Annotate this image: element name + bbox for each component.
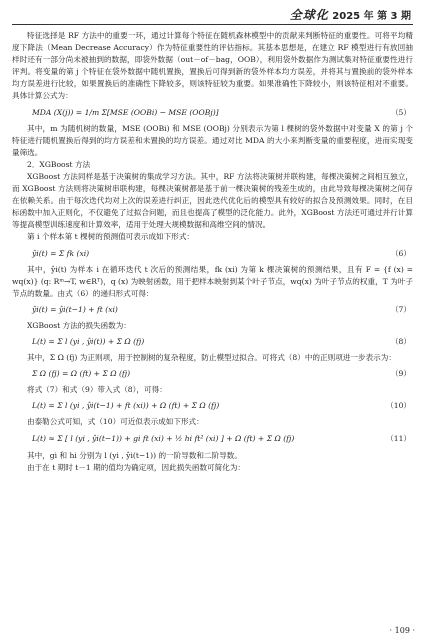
paragraph-loss-function: XGBoost 方法的损失函数为：: [27, 320, 131, 330]
equation-11: [12, 428, 413, 450]
equation-7-formula: ŷi(t) = ŷi(t−1) + ft (xi): [32, 304, 118, 314]
equation-6-formula: ŷi(t) = Σ fk (xi): [32, 248, 90, 258]
equation-5: [12, 103, 413, 123]
page-header: [0, 4, 417, 26]
paragraph-xgboost-intro: XGBoost 方法同样是基于决策树的集成学习方法。其中，RF 方法将决策树并联构建，每棵决策树之间相互独立，而 XGBoost 方法则将决策树串联构建，每棵决策树都是基于前一棵决策树的残差生成的，由此导致每棵决策树之间存在依赖关系。由于每次迭代均对上次的误差进行纠正，因此迭代优化后的模型具有较好的拟合及预测效果。同时，在目标函数中加入正则化，不仅避免了过拟合问题，而且也提高了模型的泛化能力。此外，XGBoost 方法还可通过并行计算等提高模型训练速度和计算效率，适用于处理大规模数据和高维空间的情况。: [12, 171, 413, 230]
equation-11-number: （11）: [386, 434, 411, 444]
equation-10-number: （10）: [386, 401, 411, 411]
section-heading-xgboost: 2．XGBoost 方法: [27, 159, 91, 169]
equation-9-formula: Σ Ω (fj) = Ω (ft) + Σ Ω (fj): [32, 368, 131, 378]
equation-8-number: （8）: [390, 336, 411, 346]
paragraph-prediction: 第 i 个样本第 t 棵树的预测值可表示成如下形式：: [27, 232, 195, 242]
equation-6: [12, 244, 413, 264]
equation-7: [12, 300, 413, 320]
journal-name: 全球化: [289, 8, 329, 22]
equation-9: [12, 364, 413, 384]
page-number: · 109 ·: [389, 626, 415, 635]
paragraph-taylor: 由泰勒公式可知，式（10）可近似表示成如下形式：: [27, 417, 204, 427]
paragraph-regularization: 其中，Σ Ω (fj) 为正则项，用于控制树的复杂程度，防止模型过拟合。可将式（8）中的正则项进一步表示为：: [27, 352, 396, 362]
paragraph-simplification: 由于在 t 期时 t－1 期的值均为确定项，因此损失函数可简化为：: [27, 463, 246, 473]
equation-9-number: （9）: [390, 368, 411, 378]
equation-5-number: （5）: [390, 107, 411, 117]
equation-11-formula: L(t) ≈ Σ [ l (yi , ŷi(t−1)) + gi ft (xi) + ½ hi ft² (xi) ] + Ω (ft) + Σ Ω (fj): [32, 434, 295, 444]
paragraph-feature-selection: 特征选择是 RF 方法中的重要一环，通过计算每个特征在随机森林模型中的贡献来判断特征的重要性。可将平均精度下降法（Mean Decrease Accuracy）作为特征重要性的评估指标。其基本思想是，在建立 RF 模型进行有放回抽样时还有一部分尚未被抽到的数据，即袋外数据（out－of－bag，OOB），利用袋外数据作为测试集对特征重要性进行评判。将变量的第 j 个特征在袋外数据中随机置换，置换后可得到新的袋外样本均方误差，并将其与置换前的袋外样本均方误差进行比较，如果置换后的准确性下降较多，则该特征较为重要。如果准确性下降较小，则该特征相对不重要。具体计算公式为：: [12, 31, 413, 101]
paragraph-derivatives: 其中，gi 和 hi 分别为 l (yi , ŷi(t−1)) 的一阶导数和二阶导数。: [27, 451, 242, 461]
equation-10-formula: L(t) = Σ l (yi , ŷi(t−1) + ft (xi)) + Ω (ft) + Σ Ω (fj): [32, 401, 220, 411]
equation-8-formula: L(t) = Σ l (yi , ŷi(t)) + Σ Ω (fj): [32, 336, 145, 346]
header-rule: [12, 24, 413, 25]
paragraph-prediction-explanation: 其中，ŷi(t) 为样本 i 在循环迭代 t 次后的预测结果，fk (xi) 为第 k 棵决策树的预测结果，且有 F = {f (x) = wq(x)} (q: Rᵐ→T, w∈Rᵀ)，q (x) 为映射函数，用于把样本映射到某个叶子节点，wq(x) 为叶子节点的权重，T 为叶子节点的数量。由式（6）的递归形式可得：: [12, 264, 413, 298]
journal-issue: 2025 年 第 3 期: [332, 11, 411, 22]
equation-6-number: （6）: [390, 248, 411, 258]
article-body: [12, 30, 413, 474]
equation-5-formula: MDA (X(j)) = 1/m Σ[MSE (OOBi) − MSE (OOBj)]: [32, 107, 219, 117]
equation-10: [12, 396, 413, 416]
equation-7-number: （7）: [390, 304, 411, 314]
journal-title: [290, 6, 411, 23]
equation-8: [12, 332, 413, 352]
paragraph-mda-explanation: 其中，m 为随机树的数量，MSE (OOBi) 和 MSE (OOBj) 分别表示为第 l 棵树的袋外数据中对变量 X 的第 j 个特征进行随机置换后得到的均方误差和未置换的均方误差。通过对比 MDA 的大小来判断变量的重要程度，进而实现变量筛选。: [12, 123, 413, 157]
paragraph-substitution: 将式（7）和式（9）带入式（8），可得：: [27, 384, 167, 394]
